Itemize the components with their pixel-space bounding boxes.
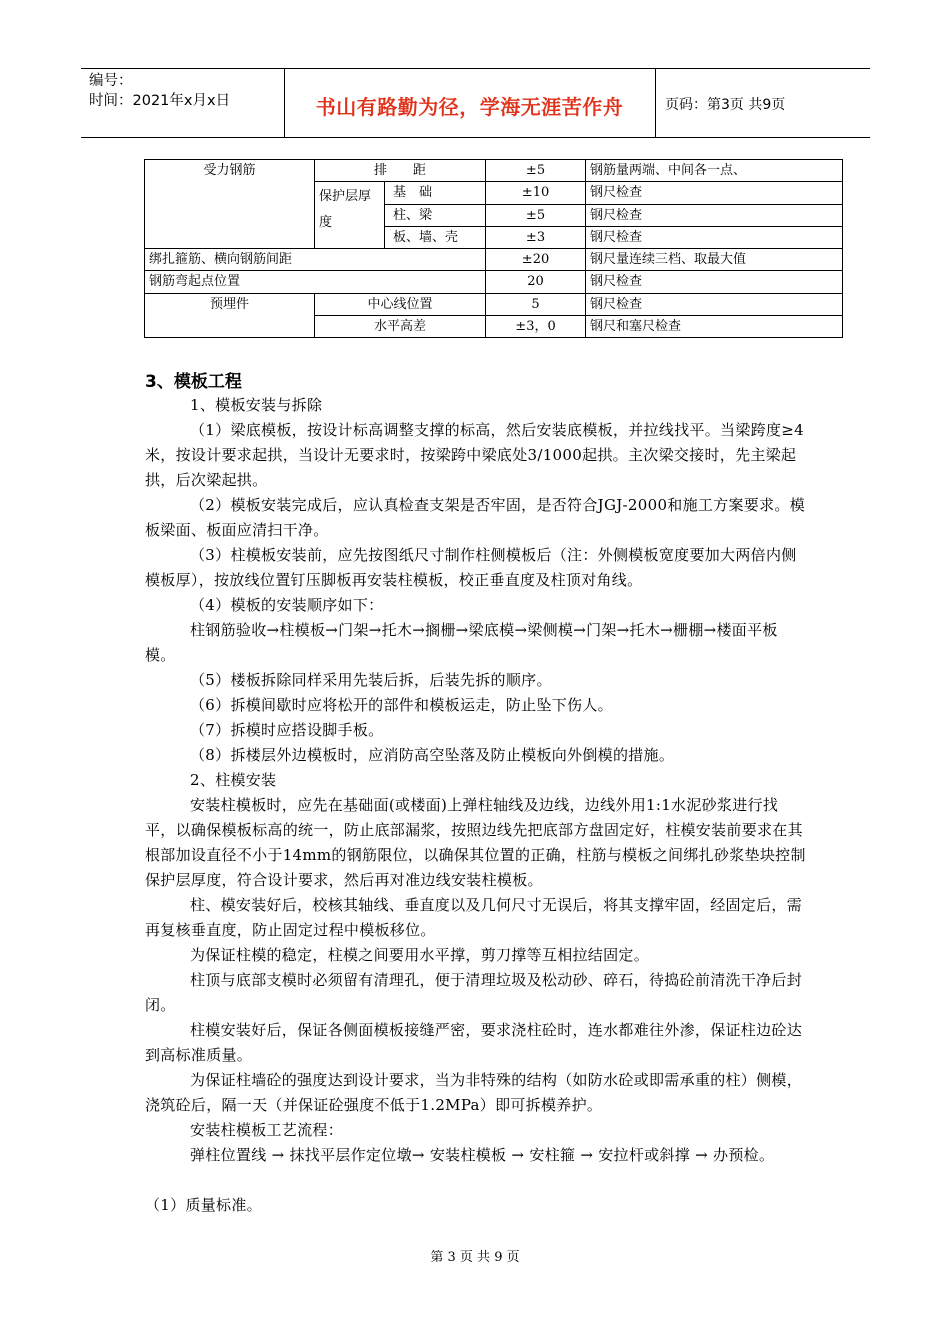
paragraph: （3）柱模板安装前，应先按图纸尺寸制作柱侧模板后（注：外侧模板宽度要加大两倍内侧模板厚），按放线位置钉压脚板再安装柱模板，校正垂直度及柱顶对角线。 xyxy=(145,546,797,589)
table-cell: 钢筋量两端、中间各一点、 xyxy=(586,160,843,182)
rebar-tolerance-table xyxy=(144,159,843,338)
table-cell: 预埋件 xyxy=(145,293,315,338)
table-cell: 受力钢筋 xyxy=(145,160,315,249)
table-cell: 基 础 xyxy=(385,182,486,204)
paragraph: （2）模板安装完成后，应认真检查支架是否牢固，是否符合JGJ-2000和施工方案要求。模板梁面、板面应清扫干净。 xyxy=(145,496,805,539)
table-cell: 中心线位置 xyxy=(315,293,486,315)
table-cell: 水平高差 xyxy=(315,316,486,338)
table-row xyxy=(145,271,843,293)
table-row xyxy=(145,293,843,315)
table-cell: 排 距 xyxy=(315,160,486,182)
table-cell: 钢尺和塞尺检查 xyxy=(586,316,843,338)
paragraph: （6）拆模间歇时应将松开的部件和模板运走，防止坠下伤人。 xyxy=(190,696,613,714)
section-title: 3、模板工程 xyxy=(145,372,242,392)
paragraph: （4）模板的安装顺序如下： xyxy=(190,596,384,614)
table-cell: ±5 xyxy=(486,204,586,226)
table-row xyxy=(145,249,843,271)
header-divider xyxy=(655,69,656,137)
subsection-heading: 1、模板安装与拆除 xyxy=(190,396,323,414)
table-cell: ±5 xyxy=(486,160,586,182)
paragraph: （7）拆模时应搭设脚手板。 xyxy=(190,721,384,739)
table-cell: 钢尺检查 xyxy=(586,293,843,315)
table-cell: 钢尺检查 xyxy=(586,182,843,204)
header-motto: 书山有路勤为径，学海无涯苦作舟 xyxy=(315,95,624,119)
table-row xyxy=(145,160,843,182)
table-cell: ±10 xyxy=(486,182,586,204)
table-cell: 钢尺检查 xyxy=(586,271,843,293)
process-flow: 弹柱位置线 → 抹找平层作定位墩→ 安装柱模板 → 安柱箍 → 安拉杆或斜撑 → 办预检。 xyxy=(190,1146,775,1164)
header-page-number: 页码：第3页 共9页 xyxy=(665,97,786,113)
table-cell: 绑扎箍筋、横向钢筋间距 xyxy=(145,249,486,271)
paragraph: （5）楼板拆除同样采用先装后拆，后装先拆的顺序。 xyxy=(190,671,552,689)
table-cell: 20 xyxy=(486,271,586,293)
page-header xyxy=(81,68,870,138)
date-label: 时间：2021年x月x日 xyxy=(89,93,231,109)
subsection-heading: 2、柱模安装 xyxy=(190,771,277,789)
table-cell: 钢筋弯起点位置 xyxy=(145,271,486,293)
code-label: 编号： xyxy=(89,73,133,89)
paragraph: 为保证柱墙砼的强度达到设计要求，当为非特殊的结构（如防水砼或即需承重的柱）侧模，浇筑砼后，隔一天（并保证砼强度不低于1.2MPa）即可拆模养护。 xyxy=(145,1071,803,1114)
paragraph: 安装柱模板时，应先在基础面(或楼面)上弹柱轴线及边线，边线外用1:1水泥砂浆进行找平，以确保模板标高的统一，防止底部漏浆，按照边线先把底部方盘固定好，柱模安装前要求在其根部加设直径不小于14mm的钢筋限位，以确保其位置的正确，柱筋与模板之间绑扎砂浆垫块控制保护层厚度，符合设计要求，然后再对准边线安装柱模板。 xyxy=(145,796,806,889)
paragraph: 柱模安装好后，保证各侧面模板接缝严密，要求浇柱砼时，连水都难往外渗，保证柱边砼达到高标准质量。 xyxy=(145,1021,803,1064)
table-cell: 板、墙、壳 xyxy=(385,226,486,248)
paragraph: 为保证柱模的稳定，柱模之间要用水平撑，剪刀撑等互相拉结固定。 xyxy=(190,946,650,964)
paragraph: 柱、模安装好后，校核其轴线、垂直度以及几何尺寸无误后，将其支撑牢固，经固定后，需再复核垂直度，防止固定过程中模板移位。 xyxy=(145,896,803,939)
table-cell: ±3 xyxy=(486,226,586,248)
table-cell: 钢尺检查 xyxy=(586,226,843,248)
table-cell: 5 xyxy=(486,293,586,315)
paragraph: （8）拆楼层外边模板时，应消防高空坠落及防止模板向外倒模的措施。 xyxy=(190,746,675,764)
page-footer: 第 3 页 共 9 页 xyxy=(430,1250,520,1265)
paragraph: 柱钢筋验收→柱模板→门架→托木→搁栅→梁底模→梁侧模→门架→托木→栅棚→楼面平板模。 xyxy=(145,621,778,664)
table-cell: 保护层厚度 xyxy=(315,182,385,249)
table-cell: 钢尺检查 xyxy=(586,204,843,226)
paragraph: 柱顶与底部支模时必须留有清理孔，便于清理垃圾及松动砂、碎石，待捣砼前清洗干净后封闭。 xyxy=(145,971,803,1014)
paragraph: （1）质量标准。 xyxy=(145,1196,262,1214)
paragraph: （1）梁底模板，按设计标高调整支撑的标高，然后安装底模板，并拉线找平。当梁跨度≥4米，按设计要求起拱，当设计无要求时，按梁跨中梁底处3/1000起拱。主次梁交接时，先主梁起拱，后次梁起拱。 xyxy=(145,421,804,489)
paragraph: 安装柱模板工艺流程： xyxy=(190,1121,344,1139)
header-meta xyxy=(89,71,289,111)
table-cell: 钢尺量连续三档、取最大值 xyxy=(586,249,843,271)
table-cell: ±20 xyxy=(486,249,586,271)
table-cell: 柱、梁 xyxy=(385,204,486,226)
table-cell: ±3，0 xyxy=(486,316,586,338)
